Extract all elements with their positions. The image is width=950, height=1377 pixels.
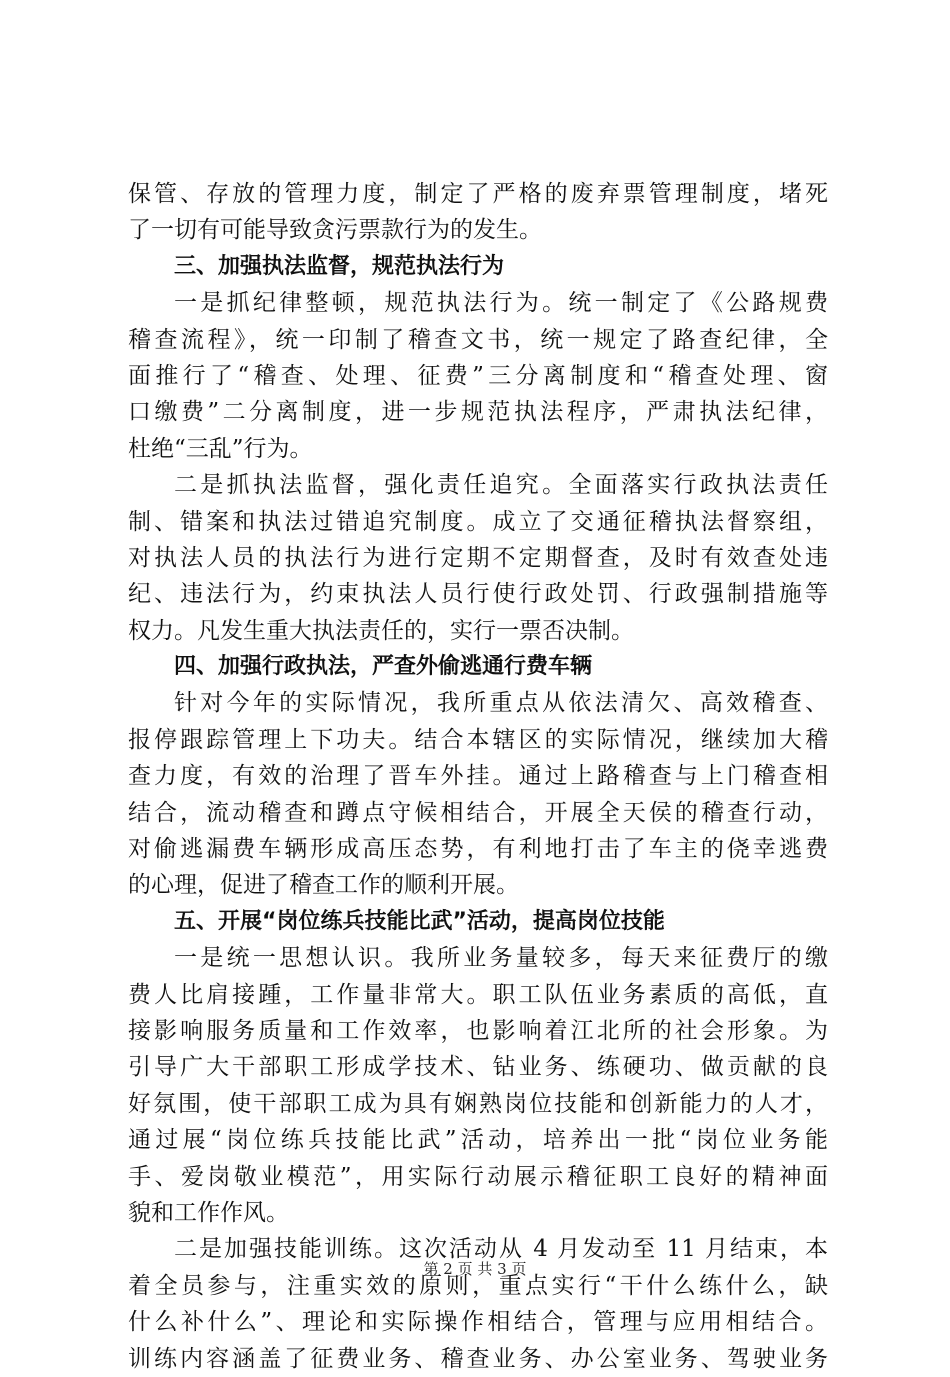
body-line: 好氛围，使干部职工成为具有娴熟岗位技能和创新能力的人才， (128, 1090, 828, 1117)
section-heading: 四、加强行政执法，严查外偷逃通行费车辆 (174, 654, 593, 680)
body-line: 稽查流程》，统一印制了稽查文书，统一规定了路查纪律，全 (128, 326, 828, 353)
body-line: 报停跟踪管理上下功夫。结合本辖区的实际情况，继续加大稽 (128, 726, 828, 753)
page-footer: 第 2 页 共 3 页 (423, 1260, 527, 1278)
body-line: 二是加强技能训练。这次活动从 4 月发动至 11 月结束，本 (174, 1236, 828, 1263)
body-line: 了一切有可能导致贪污票款行为的发生。 (128, 217, 542, 244)
body-line: 手、爱岗敬业模范”，用实际行动展示稽征职工良好的精神面 (128, 1163, 828, 1190)
body-line: 二是抓执法监督，强化责任追究。全面落实行政执法责任 (174, 472, 828, 499)
document-body (128, 176, 828, 1377)
body-line: 通过展“岗位练兵技能比武”活动，培养出一批“岗位业务能 (128, 1127, 828, 1154)
body-line: 结合，流动稽查和蹲点守候相结合，开展全天侯的稽查行动， (128, 799, 828, 826)
body-line: 费人比肩接踵，工作量非常大。职工队伍业务素质的高低，直 (128, 981, 828, 1008)
body-line: 的心理，促进了稽查工作的顺利开展。 (128, 872, 519, 899)
body-line: 接影响服务质量和工作效率，也影响着江北所的社会形象。为 (128, 1017, 828, 1044)
body-line: 着全员参与，注重实效的原则，重点实行“干什么练什么，缺 (128, 1272, 828, 1299)
body-line: 引导广大干部职工形成学技术、钻业务、练硬功、做贡献的良 (128, 1054, 828, 1081)
section-heading: 五、开展“岗位练兵技能比武”活动，提高岗位技能 (174, 908, 665, 934)
section-heading: 三、加强执法监督，规范执法行为 (174, 253, 505, 279)
body-line: 权力。凡发生重大执法责任的，实行一票否决制。 (128, 617, 634, 644)
body-line: 一是统一思想认识。我所业务量较多，每天来征费厅的缴 (174, 945, 828, 972)
body-line: 口缴费”二分离制度，进一步规范执法程序，严肃执法纪律， (128, 399, 828, 426)
body-line: 纪、违法行为，约束执法人员行使行政处罚、行政强制措施等 (128, 581, 828, 608)
body-line: 一是抓纪律整顿，规范执法行为。统一制定了《公路规费 (174, 290, 828, 317)
body-line: 对偷逃漏费车辆形成高压态势，有利地打击了车主的侥幸逃费 (128, 836, 828, 863)
body-line: 保管、存放的管理力度，制定了严格的废弃票管理制度，堵死 (128, 181, 828, 207)
body-line: 查力度，有效的治理了晋车外挂。通过上路稽查与上门稽查相 (128, 763, 828, 790)
body-line: 面推行了“稽查、处理、征费”三分离制度和“稽查处理、窗 (128, 362, 828, 389)
body-line: 杜绝“三乱”行为。 (128, 435, 313, 462)
body-line: 制、错案和执法过错追究制度。成立了交通征稽执法督察组， (128, 508, 828, 535)
body-line: 对执法人员的执法行为进行定期不定期督查，及时有效查处违 (128, 544, 828, 571)
body-line: 针对今年的实际情况，我所重点从依法清欠、高效稽查、 (174, 690, 828, 717)
body-line: 训练内容涵盖了征费业务、稽查业务、办公室业务、驾驶业务 (128, 1345, 828, 1372)
body-line: 什么补什么”、理论和实际操作相结合，管理与应用相结合。 (128, 1309, 828, 1336)
body-line: 貌和工作作风。 (128, 1199, 289, 1226)
